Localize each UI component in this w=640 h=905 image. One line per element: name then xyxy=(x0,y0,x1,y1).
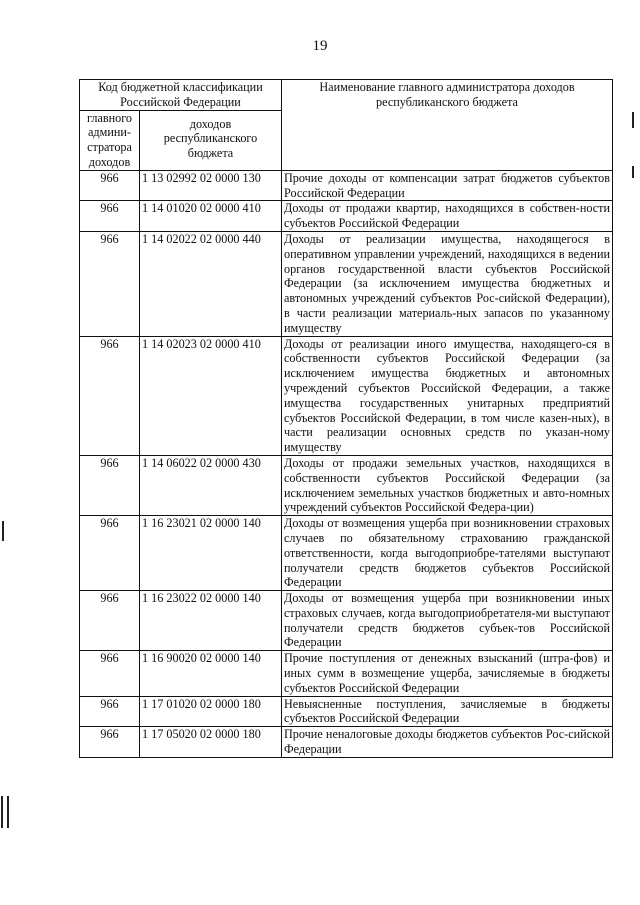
income-name-cell: Доходы от возмещения ущерба при возникновении иных страховых случаев, когда выгодоприобретателя-ми выступают получатели средств бюджетов субъек-тов Российской Федерации xyxy=(282,591,613,651)
margin-mark-left-mid xyxy=(2,521,4,541)
income-code-cell: 1 14 02023 02 0000 410 xyxy=(140,336,282,455)
income-code-cell: 1 17 01020 02 0000 180 xyxy=(140,696,282,727)
income-code-cell: 1 16 23022 02 0000 140 xyxy=(140,591,282,651)
budget-classification-code-header: Код бюджетной классификации Российской Федерации xyxy=(80,80,282,111)
income-name-cell: Прочие неналоговые доходы бюджетов субъектов Рос-сийской Федерации xyxy=(282,727,613,758)
income-code-cell: 1 16 23021 02 0000 140 xyxy=(140,516,282,591)
page-number: 19 xyxy=(312,38,328,54)
table-row xyxy=(80,727,613,758)
income-name-cell: Доходы от реализации иного имущества, находящего-ся в собственности субъектов Российской Федерации (за исключением имущества бюджетных и автономных учреждений субъектов Российской Федерации, а также имущества государственных унитарных предприятий субъектов Российской Федерации, в том числе казен-ных), в части реализации основных средств по указан-ному имуществу xyxy=(282,336,613,455)
income-code-cell: 1 13 02992 02 0000 130 xyxy=(140,170,282,201)
admin-code-cell: 966 xyxy=(80,696,140,727)
income-code-cell: 1 16 90020 02 0000 140 xyxy=(140,651,282,696)
income-name-cell: Прочие доходы от компенсации затрат бюджетов субъектов Российской Федерации xyxy=(282,170,613,201)
header-row-top xyxy=(80,80,613,111)
admin-code-cell: 966 xyxy=(80,201,140,232)
income-name-cell: Доходы от продажи земельных участков, находящихся в собственности субъектов Российской Федерации (за исключением земельных участков бюджетных и авто-номных учреждений субъектов Российской Федера-ции) xyxy=(282,455,613,515)
admin-code-cell: 966 xyxy=(80,170,140,201)
republican-budget-income-header: доходов республиканского бюджета xyxy=(140,110,282,170)
main-administrator-header: главного админи-стратора доходов xyxy=(80,110,140,170)
administrator-name-header: Наименование главного администратора доходов республиканского бюджета xyxy=(282,80,613,171)
income-name-cell: Невыясненные поступления, зачисляемые в бюджеты субъектов Российской Федерации xyxy=(282,696,613,727)
admin-code-cell: 966 xyxy=(80,455,140,515)
table-row xyxy=(80,591,613,651)
table-row xyxy=(80,516,613,591)
admin-code-cell: 966 xyxy=(80,336,140,455)
table-row xyxy=(80,455,613,515)
income-name-cell: Доходы от реализации имущества, находящегося в оперативном управлении учреждений, находящихся в ведении органов государственной власти субъектов Российской Федерации (за исключением имущества бюджетных и автономных учреждений субъектов Рос-сийской Федерации), в части реализации материаль-ных запасов по указанному имуществу xyxy=(282,231,613,336)
table-row xyxy=(80,170,613,201)
revenue-administrator-table xyxy=(79,79,613,758)
table-row xyxy=(80,336,613,455)
admin-code-cell: 966 xyxy=(80,651,140,696)
admin-code-cell: 966 xyxy=(80,516,140,591)
table-row xyxy=(80,696,613,727)
income-code-cell: 1 17 05020 02 0000 180 xyxy=(140,727,282,758)
table-row xyxy=(80,231,613,336)
income-code-cell: 1 14 01020 02 0000 410 xyxy=(140,201,282,232)
margin-mark-right-top xyxy=(632,112,634,128)
admin-code-cell: 966 xyxy=(80,591,140,651)
table-body xyxy=(80,170,613,757)
income-name-cell: Доходы от возмещения ущерба при возникновении страховых случаев по обязательному страхованию гражданской ответственности, когда выгодоприобре-тателями выступают получатели средств бюджетов субъектов Российской Федерации xyxy=(282,516,613,591)
margin-mark-left-bottom-1 xyxy=(1,796,3,828)
income-code-cell: 1 14 02022 02 0000 440 xyxy=(140,231,282,336)
income-code-cell: 1 14 06022 02 0000 430 xyxy=(140,455,282,515)
income-name-cell: Прочие поступления от денежных взысканий (штра-фов) и иных сумм в возмещение ущерба, зачисляемые в бюджеты субъектов Российской Федерации xyxy=(282,651,613,696)
margin-mark-left-bottom-2 xyxy=(7,796,9,828)
table-row xyxy=(80,201,613,232)
table-row xyxy=(80,651,613,696)
income-name-cell: Доходы от продажи квартир, находящихся в собствен-ности субъектов Российской Федерации xyxy=(282,201,613,232)
margin-mark-right-mid xyxy=(632,166,634,178)
admin-code-cell: 966 xyxy=(80,231,140,336)
admin-code-cell: 966 xyxy=(80,727,140,758)
